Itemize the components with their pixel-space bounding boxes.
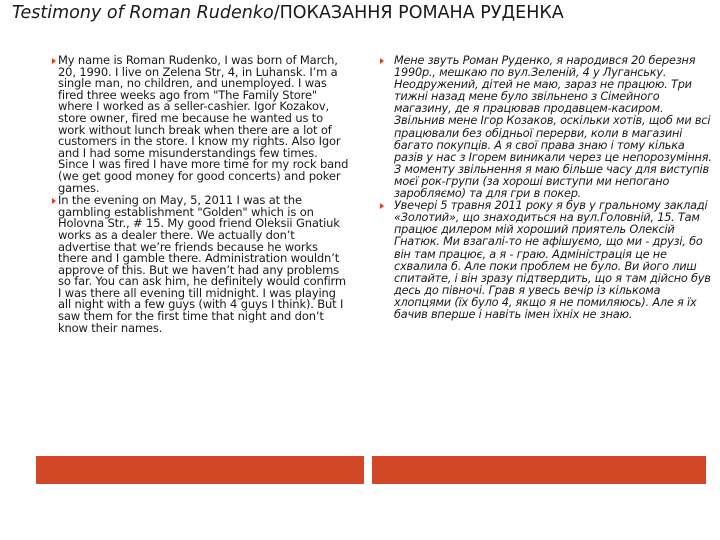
bullet-arrow-icon	[52, 58, 56, 64]
ukrainian-paragraph-2	[388, 200, 712, 321]
footer-accent-bar-right	[372, 456, 706, 484]
title-separator: /	[273, 3, 280, 23]
bullet-arrow-icon	[380, 203, 384, 209]
english-paragraph-2	[58, 195, 350, 334]
english-paragraph-2-text: In the evening on May, 5, 2011 I was at the gambling establishment "Golden" which is on Holovna Str., # 15. My good friend Oleksii Gnatiuk works as a dealer there. We actually don’t advertise that we’re friends because he works there and I gamble there. Administration wouldn’t approve of this. But we haven’t had any problems so far. You can ask him, he definitely would confirm I was there all evening till midnight. I was playing all night with a few guys (with 4 guys I think). But I saw them for the first time that night and don’t know their names.	[58, 193, 346, 335]
slide-title	[12, 2, 712, 24]
title-ukrainian: ПОКАЗАННЯ РОМАНА РУДЕНКА	[279, 3, 564, 23]
english-paragraph-1-text: My name is Roman Rudenko, I was born of March, 20, 1990. I live on Zelena Str, 4, in Luhansk. I’m a single man, no children, and unemployed. I was fired three weeks ago from "The Family Store" where I worked as a seller-cashier. Igor Kozakov, store owner, fired me because he wanted us to work without lunch break when there are a lot of customers in the store. I know my rights. Also Igor and I had some misunderstandings few times. Since I was fired I have more time for my rock band (we get good money for good concerts) and poker games.	[58, 53, 349, 195]
ukrainian-paragraph-1	[388, 55, 712, 200]
footer-accent-bar-left	[36, 456, 364, 484]
ukrainian-paragraph-2-text: Увечері 5 травня 2011 року я був у гральному закладі «Золотий», що знаходиться на вул.Головній, 15. Там працює дилером мій хороший приятель Олексій Гнатюк. Ми взагалі-то не афішуємо, що ми - друзі, бо він там працює, а я - граю. Адміністрація це не схвалила б. Але поки проблем не було. Ви його лиш спитайте, і він зразу підтвердить, що я там дійсно був десь до півночі. Грав я увесь вечір із кількома хлопцями (їх було 4, якщо я не помиляюсь). Але я їх бачив вперше і навіть імен їхніх не знаю.	[394, 199, 711, 321]
bullet-arrow-icon	[380, 58, 384, 64]
english-paragraph-1	[58, 55, 350, 194]
bullet-arrow-icon	[52, 198, 56, 204]
english-testimony-list	[58, 55, 350, 334]
ukrainian-paragraph-1-text: Мене звуть Роман Руденко, я народився 20 березня 1990р., мешкаю по вул.Зеленій, 4 у Луганську. Неодружений, дітей не маю, зараз не працюю. Три тижні назад мене було звільнено з Сімейного магазину, де я працював продавцем-касиром. Звільнив мене Ігор Козаков, оскільки хотів, щоб ми всі працювали без обідньої перерви, коли в магазині багато покупців. А я свої права знаю і тому кілька разів у нас з Ігорем виникали через це непорозуміння. З моменту звільнення я маю більше часу для виступів моєї рок-групи (за хороші виступи ми непогано заробляємо) та для гри в покер.	[394, 54, 712, 201]
ukrainian-testimony-list	[388, 55, 712, 321]
title-english: Testimony of Roman Rudenko	[12, 3, 274, 23]
